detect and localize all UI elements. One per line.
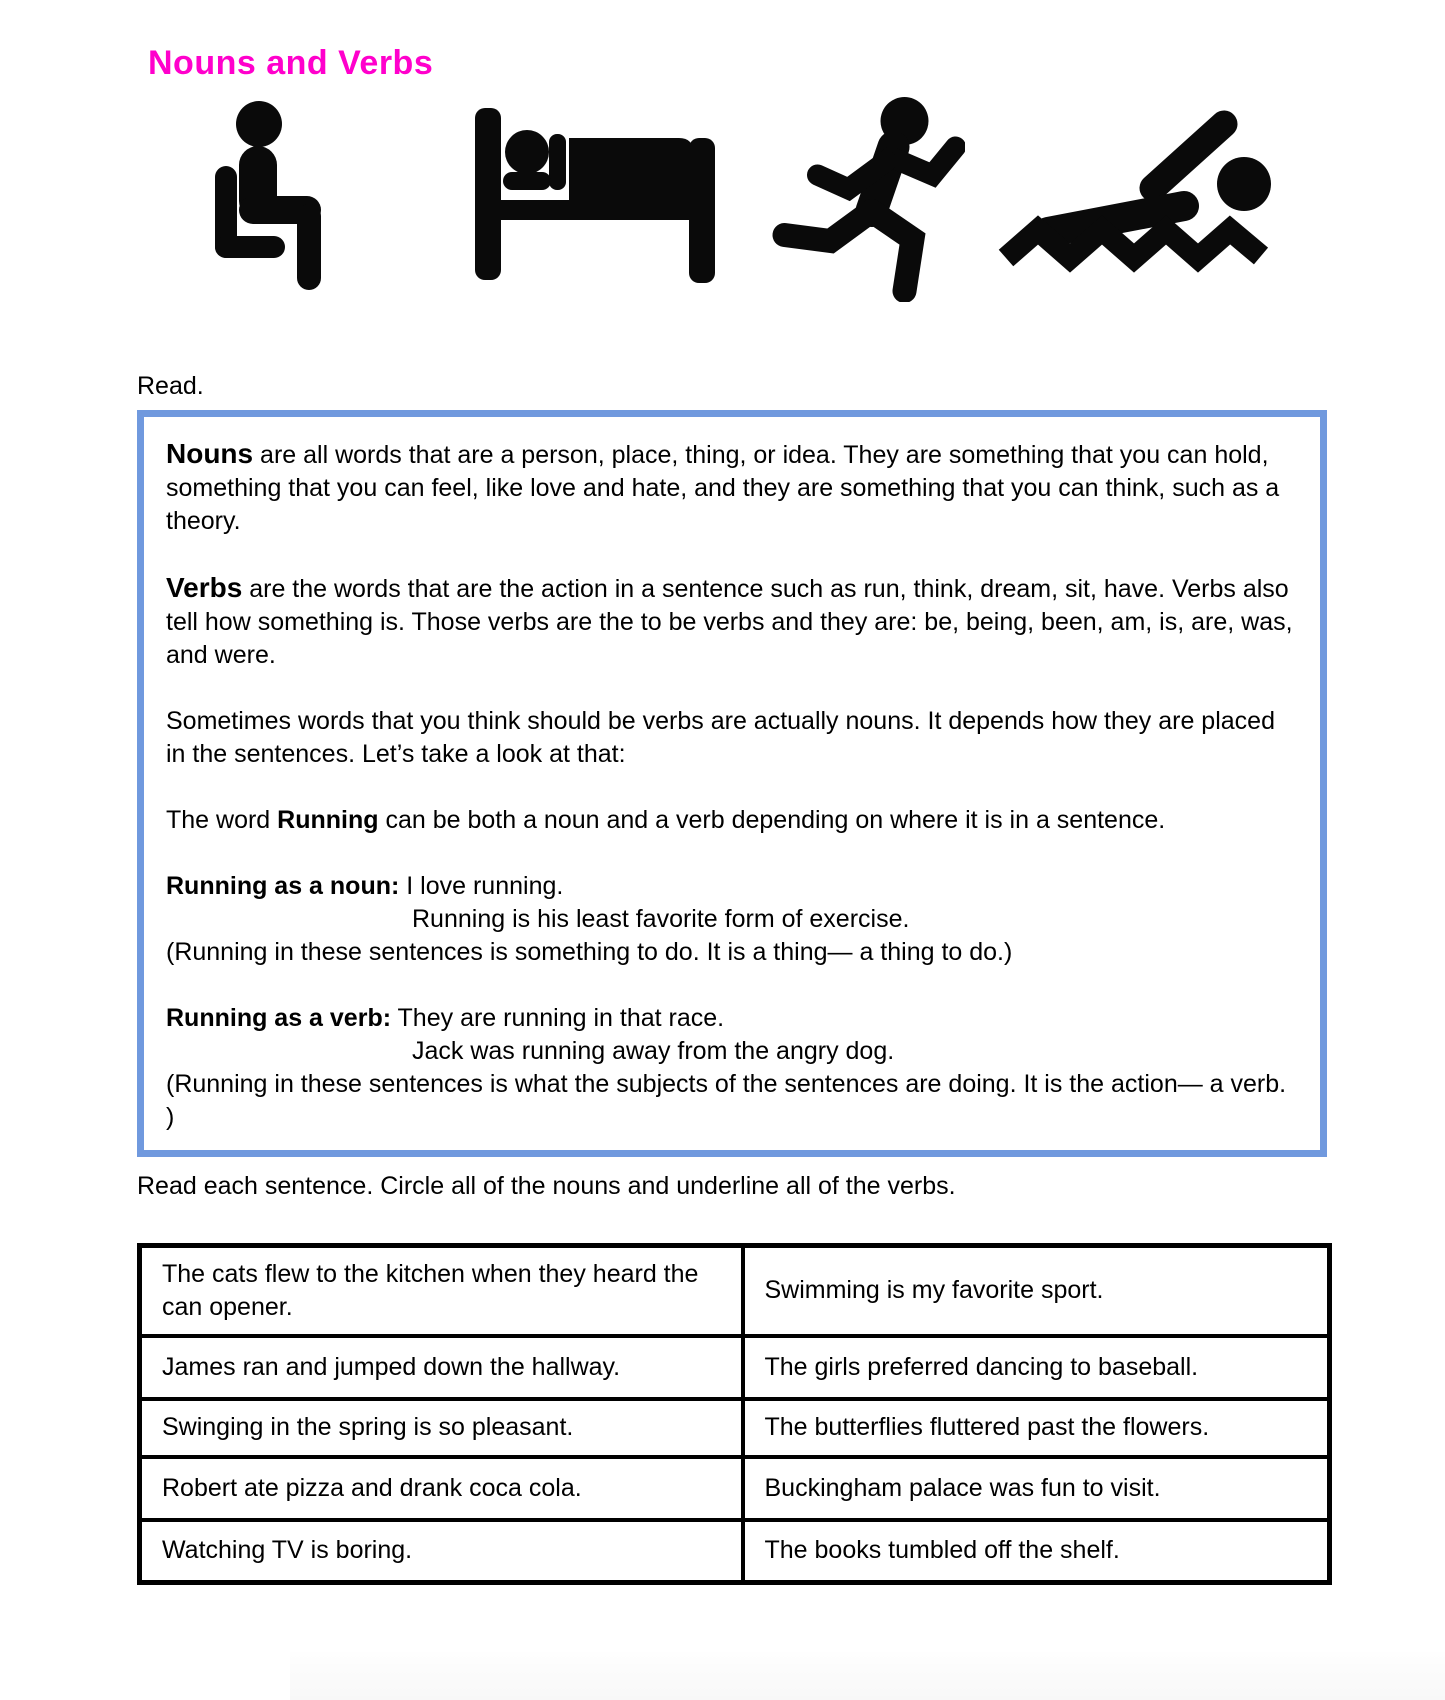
person-sleeping-in-bed-icon	[475, 108, 715, 283]
verb-example-line-2: Jack was running away from the angry dog.	[412, 1037, 895, 1065]
noun-note: (Running in these sentences is something to do. It is a thing— a thing to do.)	[166, 938, 1013, 966]
table-row	[140, 1520, 1330, 1583]
sentence-cell: Robert ate pizza and drank coca cola.	[140, 1457, 743, 1520]
page-bottom-shade	[290, 1652, 1445, 1700]
sentence-cell: The butterflies fluttered past the flowers.	[743, 1399, 1330, 1457]
read-label: Read.	[137, 372, 204, 400]
person-sitting-icon	[215, 100, 330, 290]
verb-note: (Running in these sentences is what the subjects of the sentences are doing. It is the action— a verb. )	[166, 1070, 1287, 1131]
sentence-cell: James ran and jumped down the hallway.	[140, 1336, 743, 1399]
sentence-cell: The girls preferred dancing to baseball.	[743, 1336, 1330, 1399]
sentences-table	[137, 1243, 1332, 1585]
running-intro: The word Running can be both a noun and a verb depending on where it is in a sentence.	[166, 806, 1166, 834]
verbs-definition: Verbs are the words that are the action in a sentence such as run, think, dream, sit, have. Verbs also tell how something is. Those verbs are the to be verbs and they are: be, being, been, am, is, are, was, and were.	[166, 572, 1293, 669]
sentence-cell: Swimming is my favorite sport.	[743, 1246, 1330, 1336]
running-bold-word: Running	[277, 806, 379, 834]
person-swimming-glyph	[998, 102, 1273, 294]
page-title: Nouns and Verbs	[148, 44, 434, 82]
table-row	[140, 1336, 1330, 1399]
person-swimming-icon	[998, 102, 1273, 294]
person-sleeping-glyph	[475, 108, 715, 283]
nouns-definition: Nouns are all words that are a person, place, thing, or idea. They are something that you can hold, something that you can feel, like love and hate, and they are something that you can think, such as a theory.	[166, 438, 1280, 535]
person-sitting-glyph	[215, 100, 330, 290]
table-row	[140, 1457, 1330, 1520]
table-row	[140, 1399, 1330, 1457]
verbs-lead-word: Verbs	[166, 572, 243, 603]
table-row	[140, 1246, 1330, 1336]
definitions-box	[137, 410, 1327, 1157]
verb-example-line-1: Running as a verb: They are running in that race.	[166, 1004, 725, 1032]
person-running-glyph	[770, 95, 965, 302]
sentence-cell: The books tumbled off the shelf.	[743, 1520, 1330, 1583]
sentence-cell: Watching TV is boring.	[140, 1520, 743, 1583]
sentence-cell: The cats flew to the kitchen when they heard the can opener.	[140, 1246, 743, 1336]
exercise-instruction: Read each sentence. Circle all of the nouns and underline all of the verbs.	[137, 1172, 956, 1200]
person-running-icon	[770, 95, 965, 302]
noun-example-line-2: Running is his least favorite form of exercise.	[412, 905, 910, 933]
sometimes-paragraph: Sometimes words that you think should be verbs are actually nouns. It depends how they are placed in the sentences. Let’s take a look at that:	[166, 707, 1275, 768]
sentence-cell: Buckingham palace was fun to visit.	[743, 1457, 1330, 1520]
nouns-lead-word: Nouns	[166, 438, 254, 469]
noun-example-line-1: Running as a noun: I love running.	[166, 872, 564, 900]
sentence-cell: Swinging in the spring is so pleasant.	[140, 1399, 743, 1457]
